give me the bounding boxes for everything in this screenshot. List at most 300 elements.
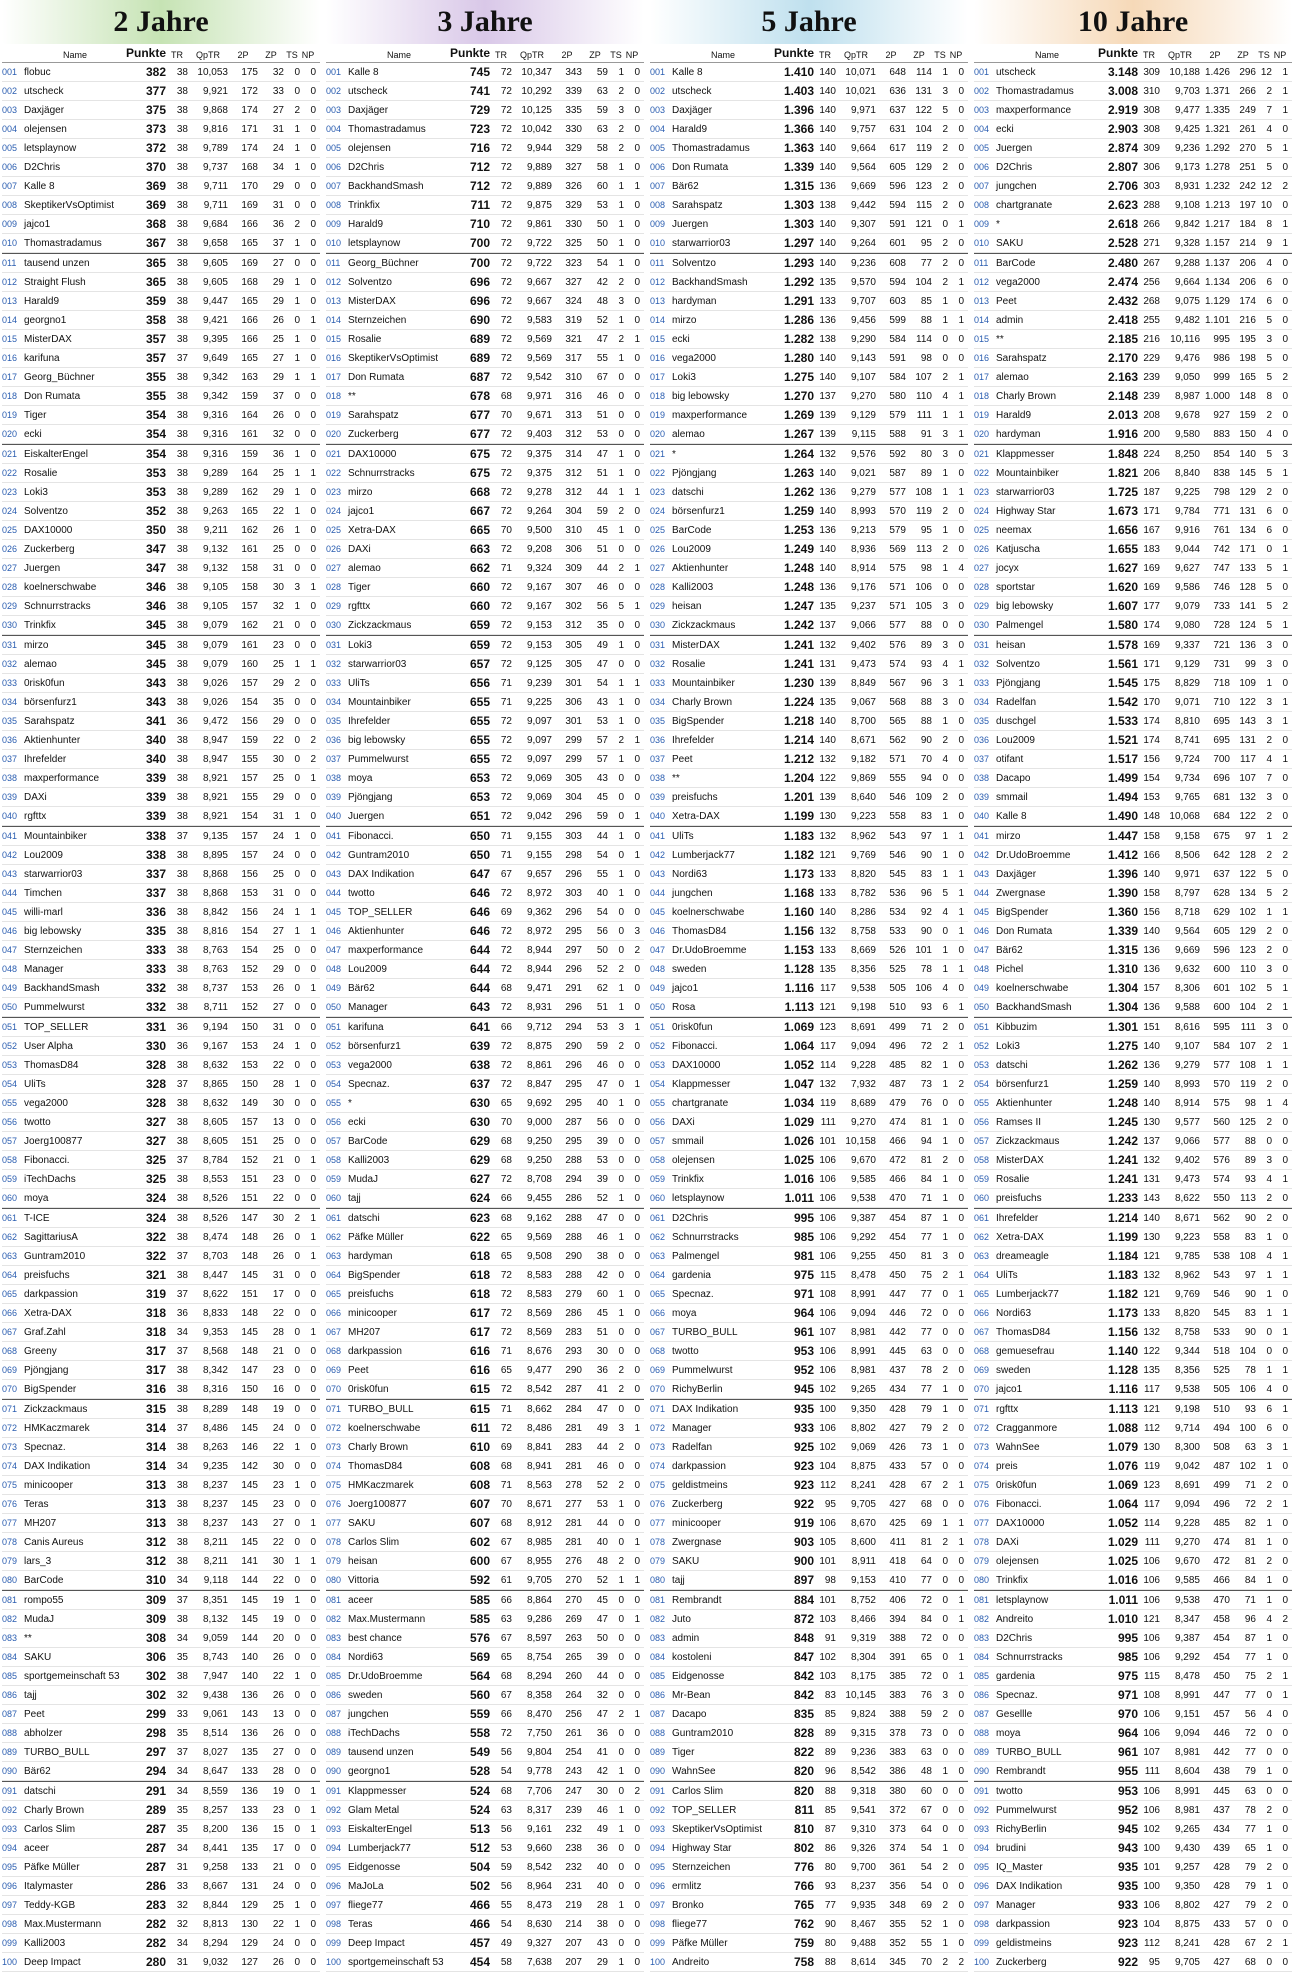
cell-qtr: 9,132 [202, 562, 228, 574]
cell-ts: 0 [294, 982, 300, 994]
cell-pts: 716 [469, 141, 490, 155]
cell-zp: 46 [596, 581, 608, 593]
cell-qtr: 8,981 [850, 1326, 876, 1338]
cell-np: 0 [634, 696, 640, 708]
table-row [974, 1247, 1292, 1266]
cell-ts: 5 [1266, 868, 1272, 880]
cell-ts: 2 [618, 562, 624, 574]
cell-ts: 1 [618, 524, 624, 536]
cell-name: D2Chris [996, 161, 1033, 173]
cell-tr: 38 [176, 199, 188, 211]
cell-zp: 26 [272, 1689, 284, 1701]
cell-np: 0 [310, 1765, 316, 1777]
table-row [326, 1724, 644, 1743]
cell-np: 1 [958, 314, 964, 326]
cell-ts: 0 [294, 1823, 300, 1835]
cell-np: 1 [634, 562, 640, 574]
cell-rank: 015 [974, 334, 990, 344]
cell-tr: 166 [1143, 849, 1160, 861]
cell-zp: 71 [920, 1192, 932, 1204]
cell-rank: 003 [326, 105, 342, 115]
cell-zp: 54 [596, 849, 608, 861]
cell-p2: 434 [889, 1383, 906, 1395]
cell-rank: 056 [974, 1117, 990, 1127]
cell-tr: 34 [176, 1326, 188, 1338]
cell-tr: 112 [820, 1479, 836, 1491]
cell-tr: 72 [500, 1001, 512, 1013]
cell-zp: 159 [1239, 409, 1256, 421]
cell-np: 0 [958, 849, 964, 861]
cell-p2: 533 [1213, 1326, 1230, 1338]
ranking-table-2 [326, 0, 644, 1972]
cell-qtr: 8,342 [202, 1364, 228, 1376]
cell-np: 0 [634, 237, 640, 249]
cell-rank: 098 [2, 1919, 18, 1929]
cell-zp: 63 [1244, 1441, 1256, 1453]
cell-zp: 113 [1240, 1192, 1256, 1204]
cell-zp: 22 [272, 1307, 284, 1319]
cell-ts: 0 [942, 1498, 948, 1510]
cell-qtr: 9,176 [850, 581, 876, 593]
cell-qtr: 9,328 [1174, 237, 1200, 249]
cell-np: 1 [634, 600, 640, 612]
cell-np: 0 [310, 1307, 316, 1319]
cell-pts: 663 [469, 542, 490, 556]
cell-pts: 1.262 [783, 485, 814, 499]
table-row [326, 1896, 644, 1915]
cell-name: twotto [348, 887, 375, 899]
cell-tr: 135 [819, 696, 836, 708]
cell-pts: 321 [145, 1268, 166, 1282]
cell-rank: 059 [2, 1174, 18, 1184]
cell-qtr: 8,865 [202, 1078, 228, 1090]
cell-zp: 51 [596, 409, 608, 421]
cell-qtr: 8,991 [850, 1345, 876, 1357]
cell-zp: 90 [920, 734, 932, 746]
cell-ts: 1 [1266, 1460, 1272, 1472]
cell-p2: 446 [889, 1307, 906, 1319]
cell-zp: 101 [915, 944, 932, 956]
cell-tr: 106 [1143, 1574, 1160, 1586]
cell-p2: 450 [1213, 1670, 1230, 1682]
cell-qtr: 9,425 [1174, 123, 1200, 135]
cell-rank: 037 [974, 754, 990, 764]
cell-tr: 72 [500, 448, 512, 460]
cell-pts: 1.275 [1107, 1039, 1138, 1053]
table-row [2, 1419, 320, 1438]
cell-qtr: 9,869 [850, 772, 876, 784]
cell-np: 0 [634, 448, 640, 460]
cell-tr: 183 [1143, 543, 1160, 555]
cell-np: 0 [634, 619, 640, 631]
cell-p2: 446 [1213, 1727, 1230, 1739]
cell-np: 0 [634, 1823, 640, 1835]
cell-name: BarCode [24, 1574, 64, 1586]
cell-ts: 5 [1266, 371, 1272, 383]
cell-rank: 030 [326, 620, 342, 630]
cell-zp: 36 [596, 1842, 608, 1854]
cell-p2: 575 [1213, 1097, 1230, 1109]
cell-rank: 015 [326, 334, 342, 344]
table-row [974, 349, 1292, 368]
table-row [974, 922, 1292, 941]
cell-zp: 98 [1244, 1097, 1256, 1109]
cell-pts: 1.292 [783, 275, 814, 289]
cell-pts: 810 [793, 1822, 814, 1836]
cell-p2: 140 [241, 1651, 258, 1663]
cell-pts: 1.303 [783, 198, 814, 212]
cell-qtr: 8,840 [1174, 467, 1200, 479]
cell-p2: 263 [565, 1632, 582, 1644]
cell-pts: 353 [145, 485, 166, 499]
cell-pts: 327 [145, 1134, 166, 1148]
cell-pts: 828 [793, 1726, 814, 1740]
cell-p2: 290 [565, 1040, 582, 1052]
cell-qtr: 9,237 [850, 600, 876, 612]
cell-rank: 068 [326, 1346, 342, 1356]
cell-pts: 1.301 [1107, 1020, 1138, 1034]
cell-qtr: 9,737 [202, 161, 228, 173]
cell-np: 1 [634, 180, 640, 192]
cell-np: 0 [1282, 1918, 1288, 1930]
cell-rank: 019 [974, 410, 990, 420]
cell-rank: 084 [2, 1652, 18, 1662]
cell-p2: 214 [565, 1918, 582, 1930]
cell-np: 0 [634, 1135, 640, 1147]
cell-rank: 045 [2, 907, 18, 917]
cell-pts: 1.275 [783, 370, 814, 384]
cell-tr: 72 [500, 887, 512, 899]
cell-np: 0 [958, 1212, 964, 1224]
cell-pts: 668 [469, 485, 490, 499]
header-tr: TR [1143, 50, 1155, 60]
cell-name: admin [672, 1632, 700, 1644]
table-row [650, 1896, 968, 1915]
cell-tr: 63 [500, 1613, 512, 1625]
cell-p2: 394 [889, 1613, 906, 1625]
cell-zp: 78 [920, 963, 932, 975]
cell-rank: 028 [326, 582, 342, 592]
cell-qtr: 9,705 [1174, 1956, 1200, 1968]
table-row [326, 1361, 644, 1380]
cell-pts: 339 [145, 809, 166, 823]
cell-rank: 074 [650, 1461, 666, 1471]
cell-tr: 140 [819, 467, 836, 479]
cell-tr: 38 [176, 791, 188, 803]
cell-np: 1 [634, 1613, 640, 1625]
cell-zp: 206 [1239, 276, 1256, 288]
cell-zp: 73 [920, 1441, 932, 1453]
cell-qtr: 9,129 [850, 409, 876, 421]
cell-zp: 26 [272, 409, 284, 421]
cell-name: HMKaczmarek [348, 1479, 414, 1491]
cell-qtr: 9,569 [526, 352, 552, 364]
cell-pts: 925 [793, 1440, 814, 1454]
cell-ts: 0 [294, 1785, 300, 1797]
cell-zp: 270 [1239, 142, 1256, 154]
cell-np: 0 [1282, 944, 1288, 956]
cell-p2: 299 [565, 734, 582, 746]
cell-name: Georg_Büchner [348, 257, 419, 269]
cell-zp: 53 [596, 715, 608, 727]
table-row [2, 120, 320, 139]
cell-tr: 72 [500, 180, 512, 192]
cell-np: 0 [958, 753, 964, 765]
cell-tr: 33 [176, 1708, 188, 1720]
cell-ts: 7 [1266, 104, 1272, 116]
cell-p2: 232 [565, 1823, 582, 1835]
cell-name: börsenfurz1 [996, 1078, 1049, 1090]
cell-p2: 270 [565, 1594, 582, 1606]
cell-tr: 158 [1143, 830, 1160, 842]
cell-qtr: 9,816 [202, 123, 228, 135]
cell-np: 1 [958, 428, 964, 440]
table-row [2, 826, 320, 846]
cell-tr: 38 [176, 371, 188, 383]
cell-tr: 133 [819, 868, 836, 880]
cell-ts: 1 [618, 1498, 624, 1510]
cell-name: ThomasD84 [672, 925, 727, 937]
cell-qtr: 9,167 [202, 1040, 228, 1052]
cell-p2: 600 [1213, 1001, 1230, 1013]
cell-name: jajco1 [348, 505, 375, 517]
cell-np: 1 [1282, 1001, 1288, 1013]
cell-name: Pjöngjang [24, 1364, 69, 1376]
cell-rank: 091 [974, 1786, 990, 1796]
cell-name: Juergen [996, 142, 1033, 154]
cell-rank: 084 [650, 1652, 666, 1662]
cell-name: BackhandSmash [672, 276, 748, 288]
cell-qtr: 9,327 [526, 1937, 552, 1949]
cell-name: utscheck [672, 85, 712, 97]
cell-pts: 665 [469, 523, 490, 537]
cell-pts: 346 [145, 599, 166, 613]
cell-p2: 454 [1213, 1632, 1230, 1644]
cell-rank: 016 [2, 353, 18, 363]
cell-p2: 238 [565, 1842, 582, 1854]
cell-pts: 1.490 [1107, 809, 1138, 823]
cell-tr: 65 [500, 1651, 512, 1663]
cell-p2: 599 [889, 314, 906, 326]
cell-tr: 38 [176, 448, 188, 460]
cell-ts: 2 [618, 85, 624, 97]
cell-tr: 136 [1143, 1059, 1160, 1071]
cell-zp: 51 [596, 467, 608, 479]
cell-zp: 63 [596, 85, 608, 97]
cell-qtr: 10,042 [521, 123, 552, 135]
cell-ts: 1 [618, 830, 624, 842]
cell-p2: 172 [241, 85, 258, 97]
cell-rank: 027 [974, 563, 990, 573]
cell-rank: 073 [650, 1442, 666, 1452]
cell-qtr: 9,292 [850, 1231, 876, 1243]
cell-pts: 1.173 [1107, 1306, 1138, 1320]
table-row [650, 1266, 968, 1285]
cell-tr: 132 [819, 639, 836, 651]
cell-pts: 294 [145, 1764, 166, 1778]
cell-ts: 1 [942, 868, 948, 880]
cell-tr: 68 [500, 1212, 512, 1224]
cell-tr: 70 [500, 524, 512, 536]
cell-ts: 5 [1266, 982, 1272, 994]
cell-np: 0 [634, 887, 640, 899]
cell-ts: 1 [618, 677, 624, 689]
table-row [974, 1056, 1292, 1075]
cell-p2: 433 [1213, 1918, 1230, 1930]
cell-pts: 3.148 [1107, 65, 1138, 79]
cell-p2: 372 [889, 1804, 906, 1816]
cell-zp: 63 [920, 1746, 932, 1758]
cell-qtr: 9,151 [1174, 1708, 1200, 1720]
cell-name: Fibonacci. [348, 830, 394, 842]
cell-zp: 83 [1244, 1231, 1256, 1243]
cell-name: alemao [348, 562, 381, 574]
cell-rank: 083 [974, 1633, 990, 1643]
cell-ts: 0 [942, 581, 948, 593]
cell-p2: 571 [889, 753, 906, 765]
cell-tr: 72 [500, 772, 512, 784]
cell-name: DAXi [348, 543, 371, 555]
header-name: Name [1034, 50, 1059, 60]
table-row [974, 1457, 1292, 1476]
cell-qtr: 8,895 [202, 849, 228, 861]
cell-qtr: 9,564 [1174, 925, 1200, 937]
cell-tr: 106 [819, 1307, 836, 1319]
cell-name: Eidgenosse [672, 1670, 725, 1682]
cell-rank: 049 [974, 983, 990, 993]
cell-pts: 337 [145, 886, 166, 900]
cell-np: 0 [1282, 1842, 1288, 1854]
table-row [2, 1438, 320, 1457]
cell-rank: 056 [2, 1117, 18, 1127]
cell-qtr: 9,258 [202, 1861, 228, 1873]
cell-tr: 37 [176, 352, 188, 364]
cell-name: Rosalie [348, 333, 382, 345]
header-qtr: QpTR [1167, 50, 1192, 60]
cell-ts: 0 [618, 1536, 624, 1548]
table-row [974, 311, 1292, 330]
cell-ts: 0 [1266, 1785, 1272, 1797]
cell-rank: 080 [650, 1575, 666, 1585]
table-row [650, 998, 968, 1017]
cell-ts: 0 [294, 1059, 300, 1071]
cell-zp: 29 [272, 180, 284, 192]
cell-rank: 019 [650, 410, 666, 420]
cell-name: darkpassion [24, 1288, 78, 1300]
cell-qtr: 8,356 [850, 963, 876, 975]
cell-tr: 66 [500, 1708, 512, 1720]
cell-tr: 38 [176, 1135, 188, 1147]
cell-zp: 214 [1239, 237, 1256, 249]
cell-zp: 29 [272, 963, 284, 975]
cell-tr: 133 [819, 944, 836, 956]
cell-ts: 3 [942, 600, 948, 612]
cell-ts: 5 [1266, 562, 1272, 574]
cell-tr: 72 [500, 715, 512, 727]
cell-tr: 72 [500, 333, 512, 345]
cell-zp: 129 [1239, 486, 1256, 498]
cell-zp: 29 [272, 791, 284, 803]
cell-zp: 38 [596, 1918, 608, 1930]
cell-name: Guntram2010 [672, 1727, 734, 1739]
cell-zp: 28 [272, 1078, 284, 1090]
cell-zp: 52 [920, 1918, 932, 1930]
cell-pts: 1.182 [783, 848, 814, 862]
cell-rank: 024 [326, 506, 342, 516]
table-row [650, 387, 968, 406]
cell-rank: 070 [974, 1384, 990, 1394]
cell-ts: 0 [294, 1651, 300, 1663]
cell-pts: 1.259 [1107, 1077, 1138, 1091]
cell-pts: 952 [793, 1363, 814, 1377]
cell-name: User Alpha [24, 1040, 73, 1052]
cell-np: 0 [310, 944, 316, 956]
cell-np: 0 [634, 1651, 640, 1663]
cell-pts: 314 [145, 1421, 166, 1435]
cell-ts: 10 [1260, 199, 1272, 211]
cell-p2: 339 [565, 85, 582, 97]
cell-tr: 138 [819, 199, 836, 211]
cell-zp: 83 [920, 810, 932, 822]
cell-np: 0 [310, 199, 316, 211]
cell-tr: 58 [500, 1956, 512, 1968]
cell-p2: 838 [1213, 467, 1230, 479]
cell-p2: 309 [565, 562, 582, 574]
cell-rank: 006 [326, 162, 342, 172]
cell-ts: 0 [294, 1765, 300, 1777]
table-row [974, 1208, 1292, 1228]
cell-rank: 041 [974, 831, 990, 841]
cell-qtr: 8,972 [526, 925, 552, 937]
cell-p2: 294 [565, 1021, 582, 1033]
table-row [326, 1743, 644, 1762]
cell-tr: 66 [500, 1192, 512, 1204]
cell-rank: 001 [650, 67, 666, 77]
cell-qtr: 8,583 [526, 1288, 552, 1300]
cell-tr: 38 [176, 1613, 188, 1625]
cell-pts: 678 [469, 389, 490, 403]
cell-qtr: 8,630 [526, 1918, 552, 1930]
header-qtr: QpTR [195, 50, 220, 60]
cell-name: Specnaz. [24, 1441, 66, 1453]
cell-ts: 4 [942, 658, 948, 670]
cell-pts: 1.578 [1107, 638, 1138, 652]
cell-tr: 34 [176, 1785, 188, 1797]
cell-rank: 044 [2, 888, 18, 898]
cell-zp: 37 [272, 237, 284, 249]
cell-ts: 0 [294, 619, 300, 631]
cell-name: chartgranate [996, 199, 1053, 211]
header-pts: Punkte [774, 46, 815, 60]
cell-np: 1 [1282, 1269, 1288, 1281]
cell-name: admin [996, 314, 1024, 326]
cell-ts: 0 [294, 1231, 300, 1243]
cell-p2: 555 [889, 772, 906, 784]
cell-ts: 6 [1266, 295, 1272, 307]
cell-np: 0 [634, 1154, 640, 1166]
cell-p2: 148 [241, 1231, 258, 1243]
cell-ts: 1 [618, 753, 624, 765]
cell-zp: 29 [272, 276, 284, 288]
cell-tr: 38 [176, 295, 188, 307]
table-row [650, 731, 968, 750]
cell-rank: 042 [650, 850, 666, 860]
cell-ts: 2 [1266, 1804, 1272, 1816]
cell-tr: 106 [1143, 1899, 1160, 1911]
cell-name: Highway Star [996, 505, 1056, 517]
cell-zp: 46 [596, 390, 608, 402]
cell-rank: 095 [650, 1862, 666, 1872]
